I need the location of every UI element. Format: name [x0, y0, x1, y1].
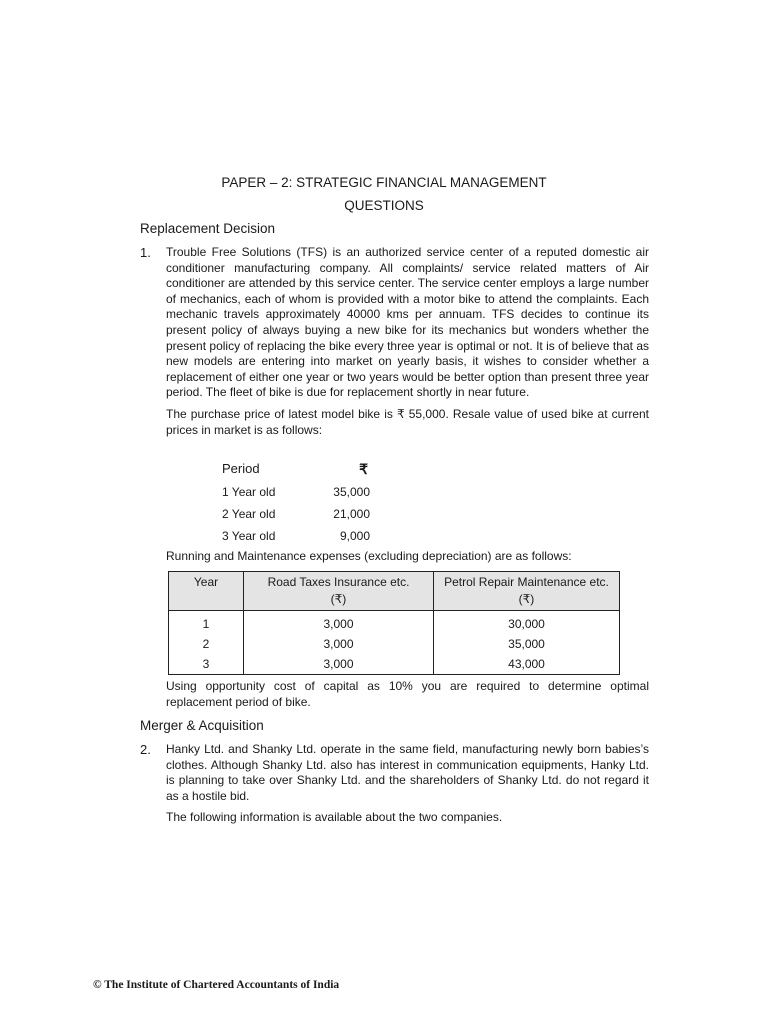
- question-2-paragraph: Hanky Ltd. and Shanky Ltd. operate in the same field, manufacturing newly born babies’s clothes. Although Shanky Ltd. also has interest in communication equipments, Hanky Ltd. is planning to take over Shanky Ltd. and the shareholders of Shanky Ltd. do not regard it as a hostile bid.: [166, 742, 649, 803]
- table-row: [169, 634, 620, 654]
- question-1-paragraph: Trouble Free Solutions (TFS) is an authorized service center of a reputed domestic air conditioner manufacturing company. All complaints/ service related matters of Air conditioner are attended by this service center. The service center employs a large number of mechanics, each of whom is provided with a motor bike to attend the complaints. Each mechanic travels approximately 40000 kms per annuam. TFS decides to continue its present policy of always buying a new bike for its mechanics but wonders whether the present policy of replacing the bike every three year is optimal or not. It is of believe that as new models are entering into market on yearly basis, it wishes to consider whether a replacement of either one year or two years would be better option than present three year period. The fleet of bike is due for replacement shortly in near future.: [166, 245, 649, 400]
- road-taxes-cell: 3,000: [244, 654, 434, 675]
- year-cell: 1: [169, 611, 244, 635]
- period-header: Period: [222, 461, 260, 476]
- paper-title: PAPER – 2: STRATEGIC FINANCIAL MANAGEMENT: [221, 175, 547, 190]
- resale-value: 9,000: [339, 529, 370, 543]
- petrol-repair-cell: 43,000: [434, 654, 620, 675]
- year-cell: 3: [169, 654, 244, 675]
- question-number-2: 2.: [140, 742, 151, 757]
- questions-heading: QUESTIONS: [344, 198, 424, 213]
- rupee-header: ₹: [359, 461, 368, 477]
- resale-row: [222, 503, 382, 525]
- question-number-1: 1.: [140, 245, 151, 260]
- section-heading-replacement: Replacement Decision: [140, 221, 276, 236]
- section-heading-merger: Merger & Acquisition: [140, 718, 264, 733]
- year-header: Year: [169, 572, 244, 611]
- resale-row: [222, 481, 382, 503]
- resale-row: [222, 525, 382, 547]
- table-row: [169, 611, 620, 635]
- running-expenses-table: [168, 571, 620, 675]
- petrol-repair-header: Petrol Repair Maintenance etc. (₹): [434, 572, 620, 611]
- table-header-row: [169, 572, 620, 611]
- resale-value-table: [222, 459, 382, 547]
- year-cell: 2: [169, 634, 244, 654]
- road-taxes-header: Road Taxes Insurance etc. (₹): [244, 572, 434, 611]
- resale-period: 3 Year old: [222, 529, 276, 543]
- following-information-paragraph: The following information is available about the two companies.: [166, 810, 503, 825]
- purchase-price-paragraph: The purchase price of latest model bike is ₹ 55,000. Resale value of used bike at current prices in market is as follows:: [166, 406, 649, 437]
- resale-table-header: [222, 459, 382, 481]
- road-taxes-cell: 3,000: [244, 611, 434, 635]
- petrol-repair-cell: 35,000: [434, 634, 620, 654]
- table-row: [169, 654, 620, 675]
- footer-copyright: © The Institute of Chartered Accountants of India: [93, 979, 340, 991]
- petrol-repair-cell: 30,000: [434, 611, 620, 635]
- running-expenses-intro: Running and Maintenance expenses (excluding depreciation) are as follows:: [166, 549, 572, 563]
- opportunity-cost-paragraph: Using opportunity cost of capital as 10% you are required to determine optimal replacement period of bike.: [166, 679, 649, 709]
- question-1-body: [166, 245, 649, 444]
- question-2-body: [166, 742, 649, 832]
- resale-period: 1 Year old: [222, 485, 276, 499]
- resale-value: 35,000: [333, 485, 370, 499]
- resale-value: 21,000: [333, 507, 370, 521]
- resale-period: 2 Year old: [222, 507, 276, 521]
- road-taxes-cell: 3,000: [244, 634, 434, 654]
